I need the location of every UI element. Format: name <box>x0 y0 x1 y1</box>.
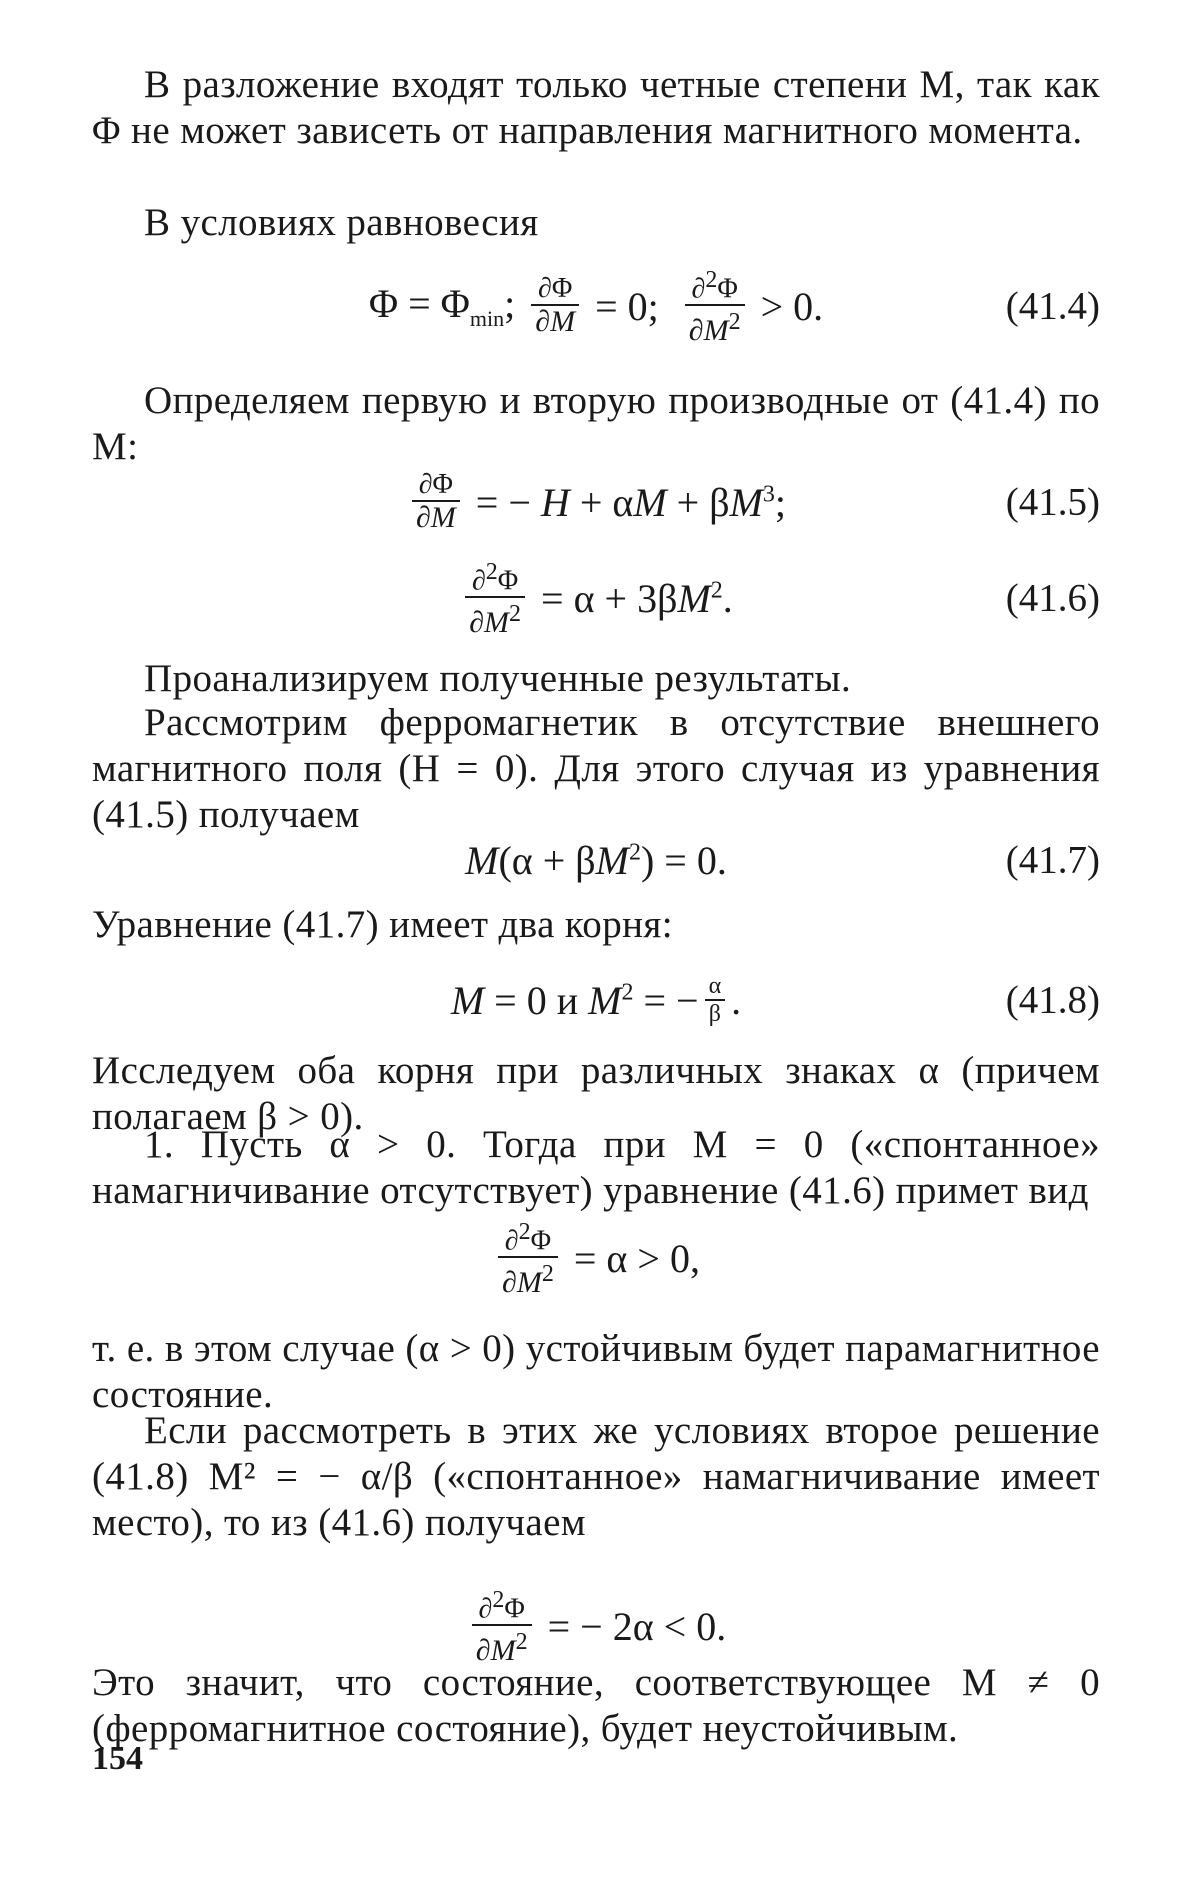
paragraph-even-powers: В разложение входят только четные степени М, так как Φ не может зависеть от направления магнитного момента. <box>92 63 1100 152</box>
paragraph-analysis: Проанализируем полученные результаты. <box>144 657 852 700</box>
equation-41-5 <box>92 452 1100 552</box>
equation-number: (41.5) <box>1005 480 1100 524</box>
equation-41-6 <box>92 548 1100 648</box>
paragraph-two-roots: Уравнение (41.7) имеет два корня: <box>92 903 673 946</box>
equation-number: (41.7) <box>1005 838 1100 882</box>
page-number: 154 <box>92 1740 143 1777</box>
equation-41-7-formula: $M(\alpha + \beta M^2) = 0$. <box>465 837 727 883</box>
paragraph-case-alpha-positive: 1. Пусть α > 0. Тогда при М = 0 («спонтанное» намагничивание отсутствует) уравнение (41.6) примет вид <box>92 1123 1100 1212</box>
equation-number: (41.8) <box>1005 978 1100 1022</box>
equation-stability-positive-formula: $\frac{\partial^2\Phi}{\partial M^2}$ = α > 0, <box>92 1208 1100 1308</box>
equation-stability-negative-formula: $\frac{\partial^2\Phi}{\partial M^2}$ = − 2α < 0. <box>92 1576 1100 1676</box>
equation-41-5-formula: $\frac{\partial\Phi}{\partial M}$ = − $H + \alpha M + \beta M^3$; <box>92 452 1100 552</box>
paragraph-ferromagnetic-unstable: Это значит, что состояние, соответствующее М ≠ 0 (ферромагнитное состояние), будет неустойчивым. <box>92 1661 1100 1750</box>
equation-41-7 <box>92 810 1100 910</box>
equation-stability-positive <box>92 1208 1100 1308</box>
equation-41-4-formula: $\Phi = \Phi_{min}$; $\frac{\partial\Phi}{\partial M}$ = 0; $\frac{\partial^2\Phi}{\partial M^2}$ > 0. <box>368 266 824 348</box>
equation-41-8 <box>92 950 1100 1050</box>
paragraph-equilibrium: В условиях равновесия <box>144 201 539 244</box>
equation-41-4 <box>92 256 1100 356</box>
equation-number: (41.4) <box>1005 284 1100 328</box>
paragraph-investigate-roots: Исследуем оба корня при различных знаках α (причем полагаем β > 0). <box>92 1049 1100 1138</box>
paragraph-derivatives: Определяем первую и вторую производные от (41.4) по М: <box>92 379 1100 468</box>
paragraph-second-solution: Если рассмотреть в этих же условиях второе решение (41.8) М² = − α/β («спонтанное» намагничивание имеет место), то из (41.6) получаем <box>92 1409 1100 1544</box>
equation-41-6-formula: $\frac{\partial^2\Phi}{\partial M^2}$ = $\alpha + 3\beta M^2$. <box>92 548 1100 648</box>
paragraph-no-field: Рассмотрим ферромагнетик в отсутствие внешнего магнитного поля (Н = 0). Для этого случая из уравнения (41.5) получаем <box>92 701 1100 836</box>
paragraph-paramagnetic: т. е. в этом случае (α > 0) устойчивым будет парамагнитное состояние. <box>92 1327 1100 1416</box>
equation-number: (41.6) <box>1005 576 1100 620</box>
equation-41-8-formula: M = 0 и $M^2$ = − $\frac{\alpha}{\beta}$ . <box>450 973 742 1027</box>
